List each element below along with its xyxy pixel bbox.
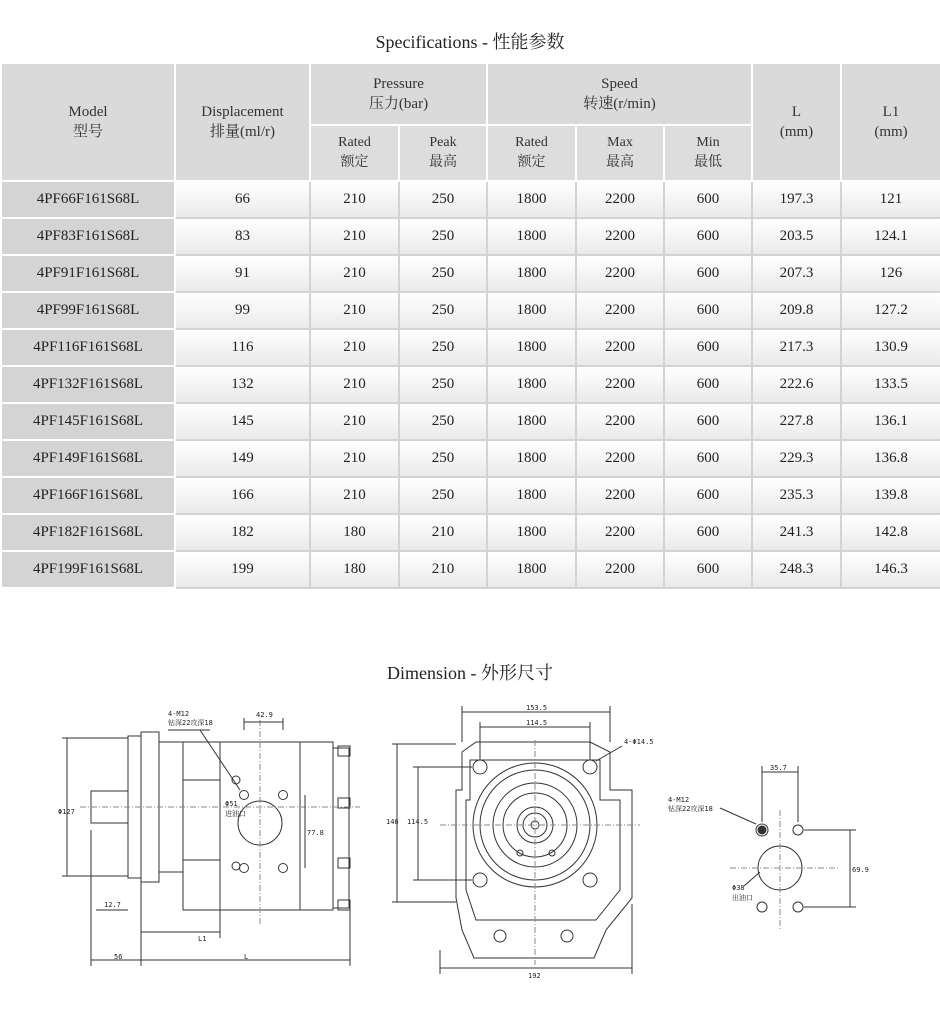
model-cell: 4PF182F161S68L	[1, 514, 175, 551]
value-cell: 600	[664, 403, 752, 440]
value-cell: 116	[175, 329, 310, 366]
value-cell: 600	[664, 366, 752, 403]
value-cell: 209.8	[752, 292, 841, 329]
value-cell: 2200	[576, 292, 664, 329]
value-cell: 2200	[576, 514, 664, 551]
side-l: L	[244, 953, 249, 961]
value-cell: 2200	[576, 440, 664, 477]
value-cell: 210	[310, 181, 399, 218]
specifications-title: Specifications - 性能参数	[375, 32, 565, 52]
value-cell: 2200	[576, 255, 664, 292]
front-width-inner: 114.5	[526, 719, 548, 727]
front-height-inner: 114.5	[407, 818, 429, 826]
port-view	[720, 766, 856, 930]
value-cell: 210	[310, 403, 399, 440]
port-outlet-dia: Φ38	[732, 884, 745, 892]
front-bottom: 192	[528, 972, 541, 980]
value-cell: 1800	[487, 218, 576, 255]
side-l1: L1	[198, 935, 207, 943]
value-cell: 210	[310, 440, 399, 477]
header-speed-max: Max 最高	[576, 125, 664, 181]
value-cell: 250	[399, 181, 487, 218]
port-outlet-cn: 出油口	[732, 894, 753, 902]
value-cell: 180	[310, 514, 399, 551]
model-cell: 4PF166F161S68L	[1, 477, 175, 514]
value-cell: 139.8	[841, 477, 940, 514]
header-speed-min: Min 最低	[664, 125, 752, 181]
value-cell: 166	[175, 477, 310, 514]
value-cell: 207.3	[752, 255, 841, 292]
side-bolt-note-cn: 钻深22攻深18	[168, 719, 213, 727]
model-cell: 4PF99F161S68L	[1, 292, 175, 329]
side-bolt-note: 4-M12	[168, 710, 190, 718]
header-pressure-peak: Peak 最高	[399, 125, 487, 181]
value-cell: 146.3	[841, 551, 940, 588]
value-cell: 2200	[576, 366, 664, 403]
value-cell: 149	[175, 440, 310, 477]
port-dim-top: 35.7	[770, 764, 787, 772]
side-dim-v: 77.8	[307, 829, 324, 837]
table-row	[1, 255, 940, 292]
table-row	[1, 181, 940, 218]
dimension-drawing	[0, 690, 940, 990]
value-cell: 210	[310, 255, 399, 292]
value-cell: 132	[175, 366, 310, 403]
model-cell: 4PF145F161S68L	[1, 403, 175, 440]
header-pressure-rated: Rated 额定	[310, 125, 399, 181]
value-cell: 250	[399, 403, 487, 440]
value-cell: 600	[664, 477, 752, 514]
value-cell: 229.3	[752, 440, 841, 477]
header-model: Model 型号	[1, 63, 175, 181]
value-cell: 227.8	[752, 403, 841, 440]
side-dim-small: 12.7	[104, 901, 121, 909]
value-cell: 136.8	[841, 440, 940, 477]
table-row	[1, 551, 940, 588]
port-bolt-note: 4-M12	[668, 796, 690, 804]
table-row	[1, 440, 940, 477]
value-cell: 210	[310, 366, 399, 403]
value-cell: 250	[399, 255, 487, 292]
value-cell: 1800	[487, 514, 576, 551]
value-cell: 600	[664, 514, 752, 551]
value-cell: 210	[399, 514, 487, 551]
value-cell: 1800	[487, 477, 576, 514]
model-cell: 4PF83F161S68L	[1, 218, 175, 255]
header-speed-rated: Rated 额定	[487, 125, 576, 181]
model-cell: 4PF132F161S68L	[1, 366, 175, 403]
table-row	[1, 218, 940, 255]
value-cell: 235.3	[752, 477, 841, 514]
value-cell: 210	[310, 218, 399, 255]
side-view	[62, 718, 360, 966]
value-cell: 1800	[487, 255, 576, 292]
value-cell: 142.8	[841, 514, 940, 551]
value-cell: 600	[664, 329, 752, 366]
value-cell: 1800	[487, 440, 576, 477]
value-cell: 2200	[576, 477, 664, 514]
table-row	[1, 477, 940, 514]
port-dim-v: 69.9	[852, 866, 869, 874]
value-cell: 99	[175, 292, 310, 329]
value-cell: 136.1	[841, 403, 940, 440]
value-cell: 250	[399, 218, 487, 255]
value-cell: 210	[310, 292, 399, 329]
value-cell: 210	[310, 477, 399, 514]
side-dim-56: 56	[114, 953, 123, 961]
value-cell: 2200	[576, 551, 664, 588]
value-cell: 130.9	[841, 329, 940, 366]
value-cell: 248.3	[752, 551, 841, 588]
value-cell: 241.3	[752, 514, 841, 551]
value-cell: 145	[175, 403, 310, 440]
value-cell: 250	[399, 366, 487, 403]
front-holes: 4-Φ14.5	[624, 738, 654, 746]
model-cell: 4PF66F161S68L	[1, 181, 175, 218]
value-cell: 203.5	[752, 218, 841, 255]
value-cell: 1800	[487, 181, 576, 218]
front-view	[392, 706, 640, 974]
model-cell: 4PF149F161S68L	[1, 440, 175, 477]
model-cell: 4PF91F161S68L	[1, 255, 175, 292]
value-cell: 210	[399, 551, 487, 588]
value-cell: 2200	[576, 329, 664, 366]
value-cell: 217.3	[752, 329, 841, 366]
value-cell: 133.5	[841, 366, 940, 403]
value-cell: 1800	[487, 403, 576, 440]
value-cell: 600	[664, 255, 752, 292]
value-cell: 210	[310, 329, 399, 366]
value-cell: 199	[175, 551, 310, 588]
side-inlet-cn: 进油口	[225, 810, 246, 818]
side-dim-top: 42.9	[256, 711, 273, 719]
value-cell: 250	[399, 477, 487, 514]
value-cell: 600	[664, 181, 752, 218]
front-height: 146	[386, 818, 399, 826]
value-cell: 182	[175, 514, 310, 551]
value-cell: 1800	[487, 292, 576, 329]
value-cell: 222.6	[752, 366, 841, 403]
header-pressure: Pressure 压力(bar)	[310, 63, 487, 125]
model-cell: 4PF116F161S68L	[1, 329, 175, 366]
value-cell: 2200	[576, 218, 664, 255]
side-shaft-dia: Φ127	[58, 808, 75, 816]
value-cell: 600	[664, 292, 752, 329]
table-row	[1, 403, 940, 440]
header-speed: Speed 转速(r/min)	[487, 63, 752, 125]
value-cell: 250	[399, 292, 487, 329]
value-cell: 91	[175, 255, 310, 292]
specifications-table	[0, 62, 940, 589]
value-cell: 600	[664, 440, 752, 477]
value-cell: 250	[399, 440, 487, 477]
value-cell: 1800	[487, 551, 576, 588]
header-displacement: Displacement 排量(ml/r)	[175, 63, 310, 181]
value-cell: 1800	[487, 329, 576, 366]
value-cell: 1800	[487, 366, 576, 403]
header-l1: L1 (mm)	[841, 63, 940, 181]
table-row	[1, 514, 940, 551]
table-row	[1, 366, 940, 403]
value-cell: 126	[841, 255, 940, 292]
value-cell: 600	[664, 218, 752, 255]
value-cell: 66	[175, 181, 310, 218]
value-cell: 83	[175, 218, 310, 255]
value-cell: 180	[310, 551, 399, 588]
value-cell: 600	[664, 551, 752, 588]
value-cell: 127.2	[841, 292, 940, 329]
value-cell: 197.3	[752, 181, 841, 218]
dimension-title: Dimension - 外形尺寸	[387, 663, 553, 683]
value-cell: 121	[841, 181, 940, 218]
front-width-outer: 153.5	[526, 704, 548, 712]
port-bolt-note-cn: 钻深22攻深18	[668, 805, 713, 813]
side-inlet-dia: Φ51	[225, 800, 238, 808]
table-row	[1, 329, 940, 366]
model-cell: 4PF199F161S68L	[1, 551, 175, 588]
value-cell: 2200	[576, 181, 664, 218]
value-cell: 2200	[576, 403, 664, 440]
value-cell: 124.1	[841, 218, 940, 255]
header-l: L (mm)	[752, 63, 841, 181]
table-row	[1, 292, 940, 329]
value-cell: 250	[399, 329, 487, 366]
